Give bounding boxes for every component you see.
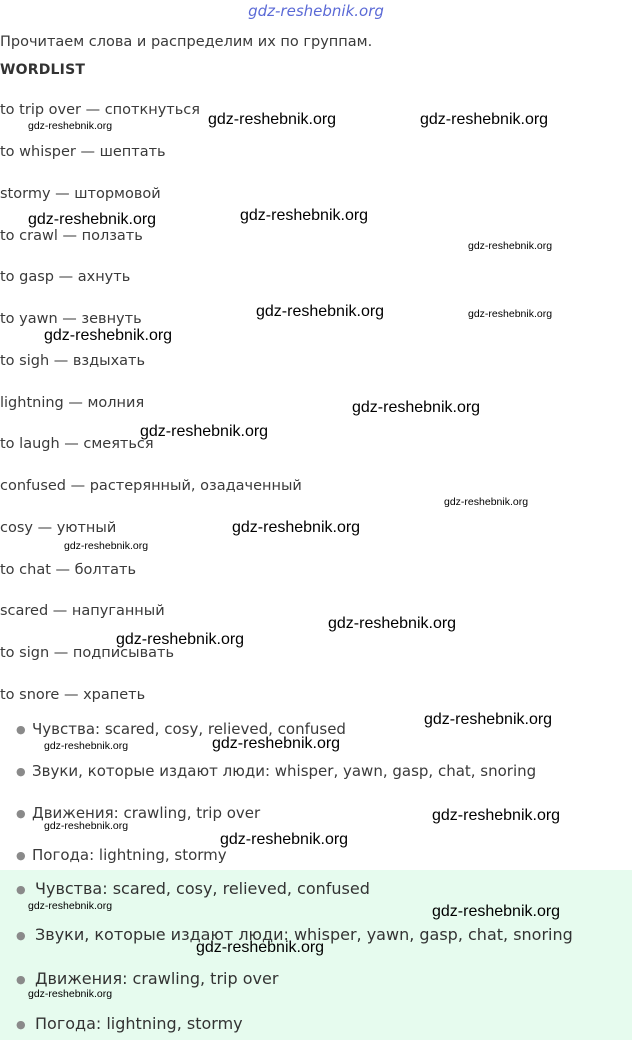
bullet-icon: ● [16,883,26,896]
word-item: to sigh — вздыхать [0,353,146,369]
answer-text: Чувства: scared, cosy, relieved, confused [35,879,370,898]
watermark: gdz-reshebnik.org [196,939,325,956]
word-item: to crawl — ползать [0,228,143,244]
word-item: scared — напуганный [0,603,165,619]
answer-text: Погода: lightning, stormy [35,1014,243,1033]
bullet-icon: ● [16,929,26,942]
watermark: gdz-reshebnik.org [220,831,349,848]
watermark: gdz-reshebnik.org [28,900,113,912]
word-item: to gasp — ахнуть [0,269,131,285]
site-title[interactable]: gdz-reshebnik.org [248,2,384,20]
watermark: gdz-reshebnik.org [44,740,129,752]
watermark: gdz-reshebnik.org [64,540,149,552]
watermark: gdz-reshebnik.org [116,631,245,648]
word-item: to trip over — споткнуться [0,102,200,118]
word-item: to snore — храпеть [0,687,146,703]
word-item: to yawn — зевнуть [0,311,142,327]
watermark: gdz-reshebnik.org [352,399,481,416]
watermark: gdz-reshebnik.org [208,111,337,128]
bullet-icon: ● [16,765,26,778]
intro-text: Прочитаем слова и распределим их по группам. [0,34,373,50]
watermark: gdz-reshebnik.org [256,303,385,320]
word-item: to laugh — смеяться [0,436,154,452]
watermark: gdz-reshebnik.org [44,820,129,832]
watermark: gdz-reshebnik.org [232,519,361,536]
word-item: to chat — болтать [0,562,137,578]
bullet-icon: ● [16,1018,26,1031]
answer-text: Движения: crawling, trip over [35,969,279,988]
word-item: stormy — штормовой [0,186,161,202]
watermark: gdz-reshebnik.org [140,423,269,440]
watermark: gdz-reshebnik.org [432,807,561,824]
watermark: gdz-reshebnik.org [444,496,529,508]
watermark: gdz-reshebnik.org [328,615,457,632]
watermark: gdz-reshebnik.org [28,988,113,1000]
watermark: gdz-reshebnik.org [28,120,113,132]
group-text: Погода: lightning, stormy [32,846,227,864]
answer-text: Звуки, которые издают люди: whisper, yawn, gasp, chat, snoring [35,925,573,944]
watermark: gdz-reshebnik.org [432,903,561,920]
watermark: gdz-reshebnik.org [28,211,157,228]
watermark: gdz-reshebnik.org [468,240,553,252]
bullet-icon: ● [16,807,26,820]
watermark: gdz-reshebnik.org [240,207,369,224]
wordlist-heading: WORDLIST [0,62,86,78]
group-text: Чувства: scared, cosy, relieved, confused [32,720,346,738]
watermark: gdz-reshebnik.org [468,308,553,320]
watermark: gdz-reshebnik.org [44,327,173,344]
watermark: gdz-reshebnik.org [424,711,553,728]
word-item: to whisper — шептать [0,144,166,160]
bullet-icon: ● [16,973,26,986]
bullet-icon: ● [16,723,26,736]
word-item: lightning — молния [0,395,145,411]
word-item: to sign — подписывать [0,645,174,661]
word-item: cosy — уютный [0,520,117,536]
watermark: gdz-reshebnik.org [212,735,341,752]
bullet-icon: ● [16,849,26,862]
word-item: confused — растерянный, озадаченный [0,478,302,494]
watermark: gdz-reshebnik.org [420,111,549,128]
group-text: Звуки, которые издают люди: whisper, yawn, gasp, chat, snoring [32,762,537,780]
group-text: Движения: crawling, trip over [32,804,261,822]
